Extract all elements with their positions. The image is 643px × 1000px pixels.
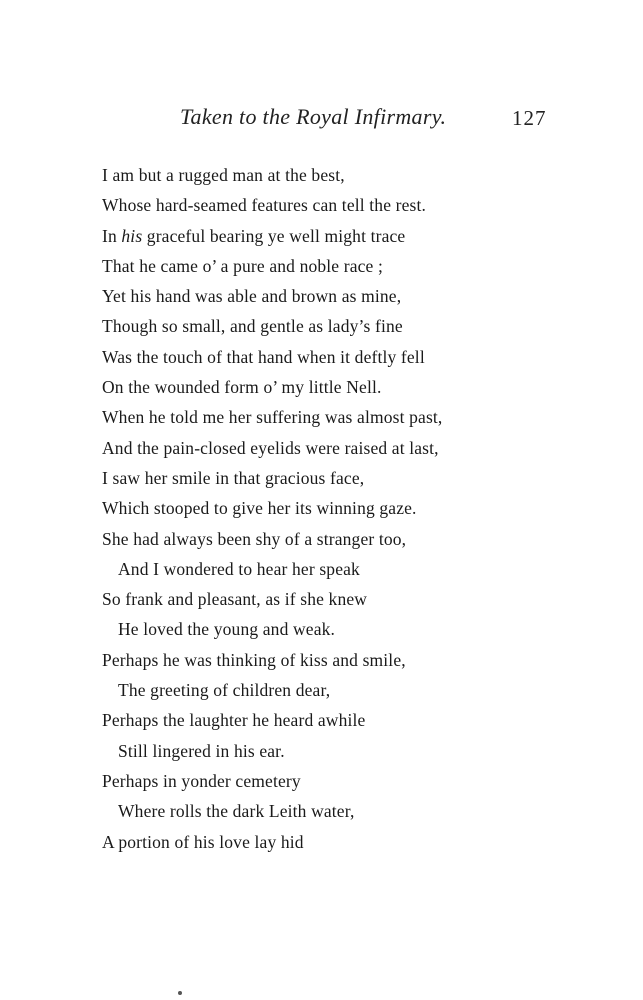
poem-line: Which stooped to give her its winning gaze. <box>102 498 417 519</box>
poem-line <box>102 221 622 251</box>
poem-line-text: graceful bearing ye well might trace <box>142 225 406 246</box>
poem-line: Perhaps in yonder cemetery <box>102 770 301 791</box>
poem-line: And I wondered to hear her speak <box>118 558 360 579</box>
poem-line: That he came o’ a pure and noble race ; <box>102 255 384 276</box>
poem-line: Perhaps he was thinking of kiss and smile, <box>102 649 406 670</box>
poem-line: Yet his hand was able and brown as mine, <box>102 286 402 307</box>
poem-line: I saw her smile in that gracious face, <box>102 467 365 488</box>
page-number: 127 <box>512 106 547 130</box>
poem-line: I am but a rugged man at the best, <box>102 165 345 185</box>
poem-line: Perhaps the laughter he heard awhile <box>102 710 366 731</box>
poem-line: Still lingered in his ear. <box>118 740 285 761</box>
poem-line: And the pain-closed eyelids were raised at last, <box>102 437 439 458</box>
poem <box>102 160 622 857</box>
running-title: Taken to the Royal Infirmary. <box>180 104 447 129</box>
running-head <box>0 104 643 136</box>
poem-line: When he told me her suffering was almost past, <box>102 407 443 428</box>
poem-line: Though so small, and gentle as lady’s fine <box>102 316 403 337</box>
poem-line: A portion of his love lay hid <box>102 831 304 852</box>
poem-line: He loved the young and weak. <box>118 619 336 640</box>
poem-line: She had always been shy of a stranger too, <box>102 528 407 549</box>
poem-line: So frank and pleasant, as if she knew <box>102 589 368 610</box>
poem-line-text: In <box>102 225 122 246</box>
poem-line: The greeting of children dear, <box>118 680 331 701</box>
poem-line-emphasis: his <box>121 225 143 246</box>
print-speck <box>178 991 182 995</box>
poem-line: On the wounded form o’ my little Nell. <box>102 377 382 398</box>
poem-line: Was the touch of that hand when it deftly fell <box>102 346 425 367</box>
poem-line: Where rolls the dark Leith water, <box>118 801 355 822</box>
poem-line: Whose hard-seamed features can tell the rest. <box>102 195 427 216</box>
